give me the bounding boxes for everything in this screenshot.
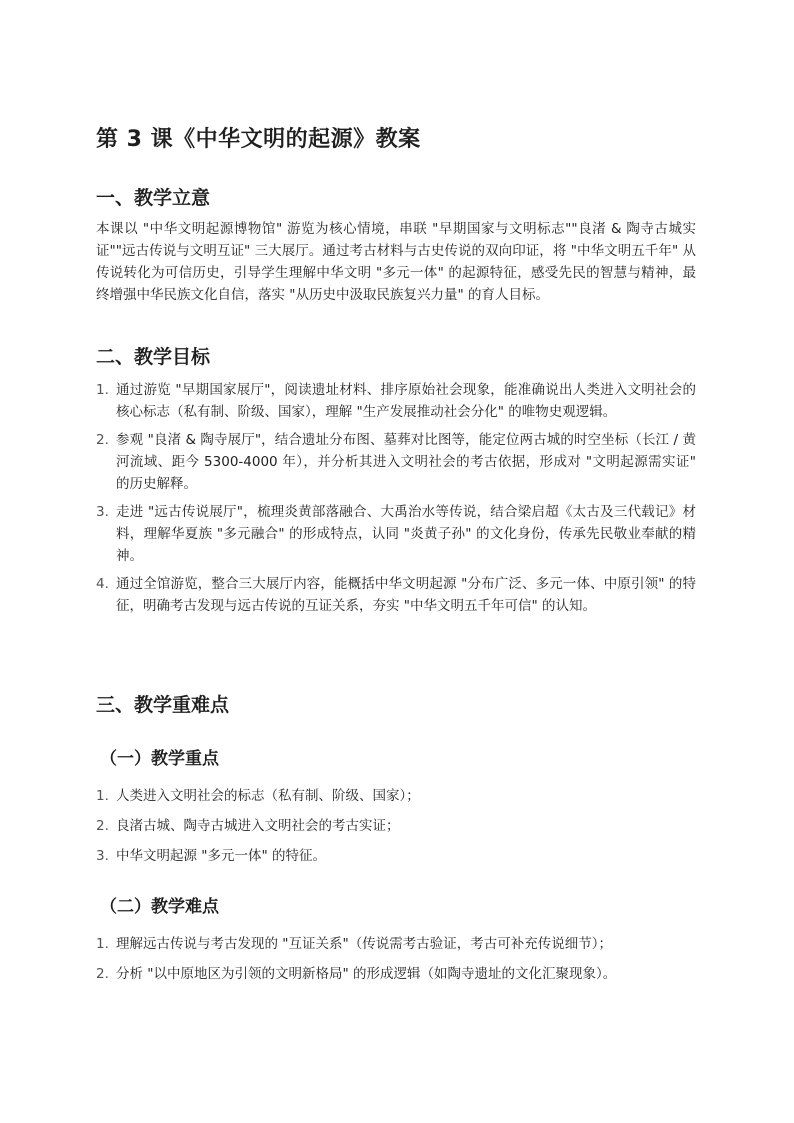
list-item-text: 参观 "良渚 & 陶寺展厅"，结合遗址分布图、墓葬对比图等，能定位两古城的时空坐标（长江 / 黄河流域、距今 5300-4000 年），并分析其进入文明社会的考古依据，形成对 "文明起源需实证" 的历史解释。 [116, 432, 696, 492]
list-item [96, 429, 696, 495]
list-item-text: 通过全馆游览，整合三大展厅内容，能概括中华文明起源 "分布广泛、多元一体、中原引领" 的特征，明确考古发现与远古传说的互证关系，夯实 "中华文明五千年可信" 的认知。 [116, 576, 696, 614]
list-item-text: 分析 "以中原地区为引领的文明新格局" 的形成逻辑（如陶寺遗址的文化汇聚现象）。 [116, 966, 617, 982]
section-heading-objectives: 二、教学目标 [96, 346, 211, 368]
list-item [96, 785, 696, 807]
list-item [96, 573, 696, 617]
list-number: 4. [96, 576, 109, 592]
list-item-text: 通过游览 "早期国家展厅"，阅读遗址材料、排序原始社会现象，能准确说出人类进入文明社会的核心标志（私有制、阶级、国家），理解 "生产发展推动社会分化" 的唯物史观逻辑。 [116, 382, 696, 420]
objectives-list [96, 379, 696, 623]
list-number: 2. [96, 818, 109, 834]
list-number: 1. [96, 382, 109, 398]
key-points-list [96, 785, 696, 875]
list-number: 3. [96, 848, 109, 864]
list-number: 2. [96, 432, 109, 448]
list-item [96, 845, 696, 867]
list-item-text: 走进 "远古传说展厅"，梳理炎黄部落融合、大禹治水等传说，结合梁启超《太古及三代载记》材料，理解华夏族 "多元融合" 的形成特点，认同 "炎黄子孙" 的文化身份，传承先民敬业奉献的精神。 [116, 504, 696, 564]
list-number: 1. [96, 936, 109, 952]
list-item [96, 933, 696, 955]
list-item [96, 501, 696, 567]
section-heading-key-difficulties: 三、教学重难点 [96, 694, 230, 716]
list-number: 2. [96, 966, 109, 982]
list-item-text: 良渚古城、陶寺古城进入文明社会的考古实证； [116, 818, 400, 834]
section-heading-purpose: 一、教学立意 [96, 187, 211, 209]
list-number: 1. [96, 788, 109, 804]
list-item [96, 379, 696, 423]
list-number: 3. [96, 504, 109, 520]
list-item-text: 中华文明起源 "多元一体" 的特征。 [116, 848, 327, 864]
list-item-text: 理解远古传说与考古发现的 "互证关系"（传说需考古验证，考古可补充传说细节）； [116, 936, 612, 952]
list-item-text: 人类进入文明社会的标志（私有制、阶级、国家）； [116, 788, 420, 804]
subheading-difficult-points: （二）教学难点 [100, 897, 219, 917]
difficult-points-list [96, 933, 696, 993]
subheading-key-points: （一）教学重点 [100, 749, 219, 769]
list-item [96, 963, 696, 985]
document-title: 第 3 课《中华文明的起源》教案 [96, 127, 421, 152]
purpose-paragraph: 本课以 "中华文明起源博物馆" 游览为核心情境，串联 "早期国家与文明标志""良渚 & 陶寺古城实证""远古传说与文明互证" 三大展厅。通过考古材料与古史传说的双向印证，将 "中华文明五千年" 从传说转化为可信历史，引导学生理解中华文明 "多元一体" 的起源特征，感受先民的智慧与精神，最终增强中华民族文化自信，落实 "从历史中汲取民族复兴力量" 的育人目标。 [96, 221, 696, 303]
list-item [96, 815, 696, 837]
